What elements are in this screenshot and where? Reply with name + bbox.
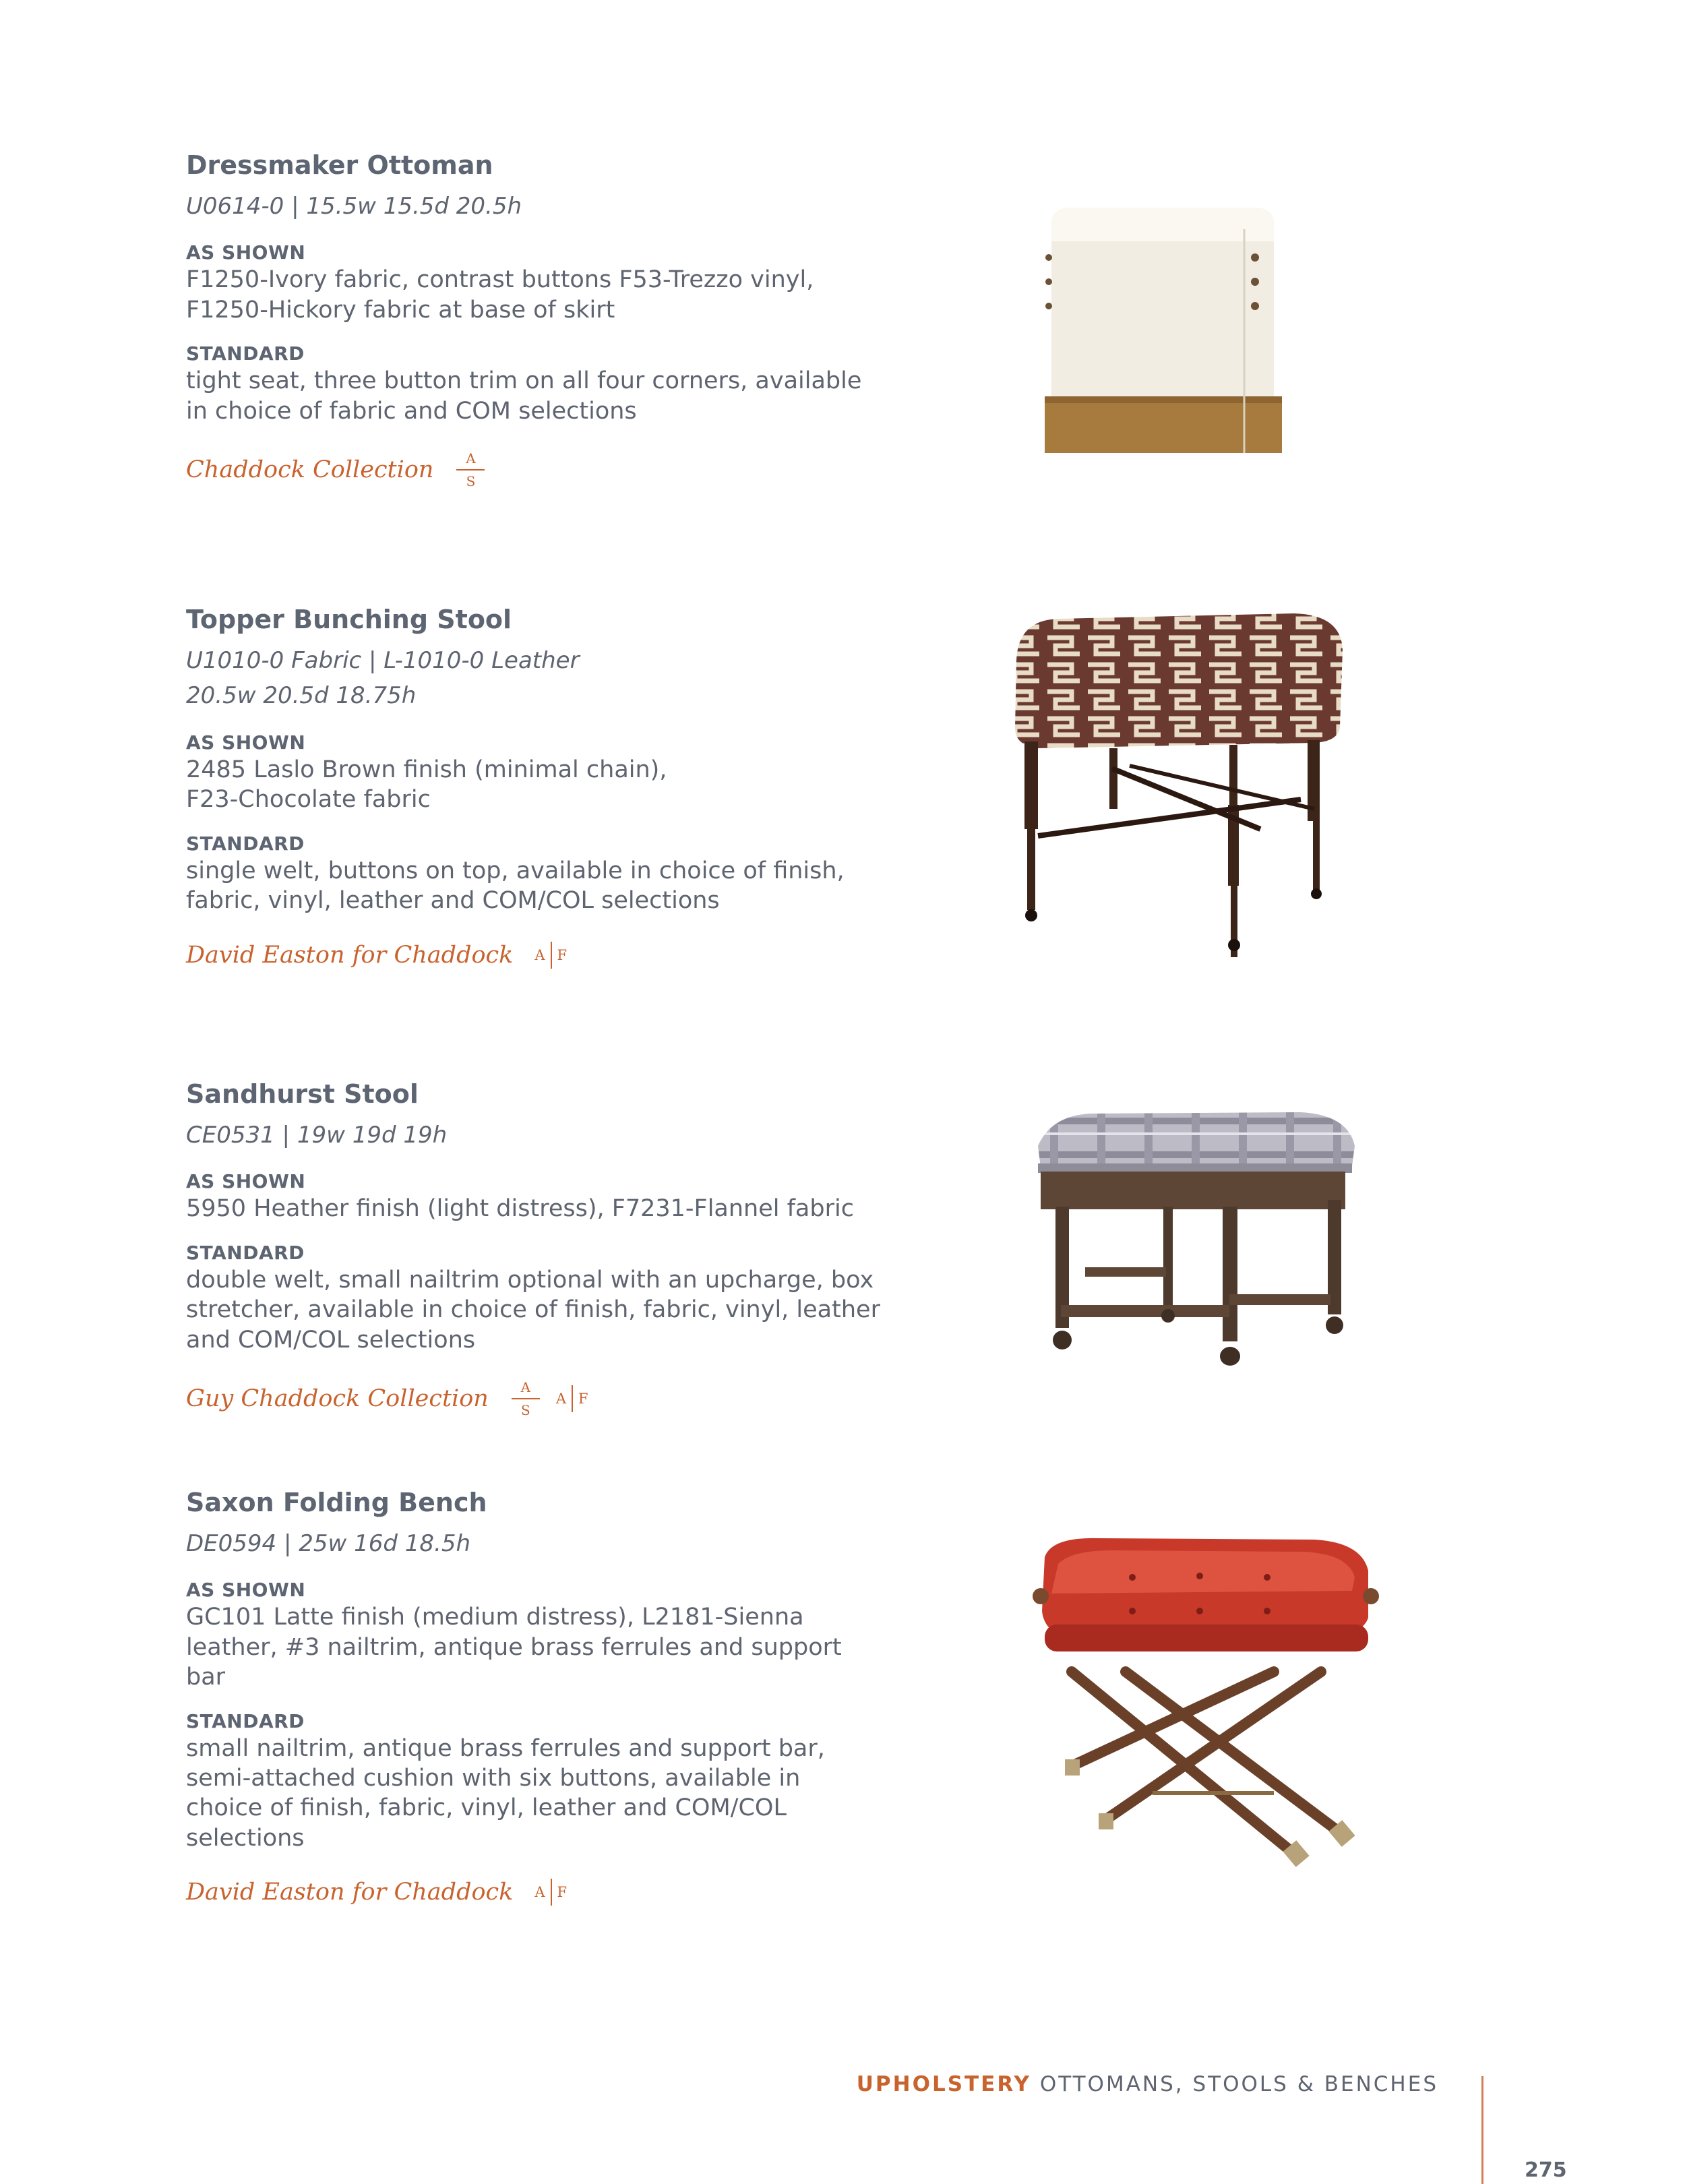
standard-text: small nailtrim, antique brass ferrules and support bar, (186, 1734, 825, 1762)
standard-label: STANDARD (186, 1709, 305, 1732)
as-shown-text: 5950 Heather finish (light distress), F7231-Flannel fabric (186, 1195, 854, 1223)
collection-name: David Easton for Chaddock (186, 1879, 514, 1906)
footer-divider (1481, 2076, 1483, 2184)
sandhurst-stool-photo (1031, 1105, 1361, 1402)
standard-text: semi-attached cushion with six buttons, available in (186, 1764, 801, 1792)
as-shown-text: bar (186, 1664, 226, 1691)
product-spec: CE0531 | 19w 19d 19h (186, 1121, 448, 1149)
standard-text: choice of finish, fabric, vinyl, leather and COM/COL (186, 1794, 787, 1822)
collection-name: David Easton for Chaddock (186, 941, 514, 969)
product-saxon-folding-bench (186, 1487, 900, 1906)
product-title: Saxon Folding Bench (186, 1488, 487, 1517)
standard-text: double welt, small nailtrim optional with an upcharge, box (186, 1266, 874, 1294)
collection-line (186, 942, 900, 969)
as-shown-label: AS SHOWN (186, 1579, 306, 1602)
standard-label: STANDARD (186, 832, 305, 855)
standard-text: tight seat, three button trim on all four corners, available (186, 367, 862, 395)
as-shown-label: AS SHOWN (186, 1170, 306, 1193)
standard-text: fabric, vinyl, leather and COM/COL selections (186, 887, 720, 915)
product-topper-bunching-stool (186, 604, 900, 969)
as-shown-text: 2485 Laslo Brown finish (minimal chain), (186, 756, 667, 783)
as-shown-text: F1250-Hickory fabric at base of skirt (186, 296, 615, 324)
as-shown-text: F23-Chocolate fabric (186, 786, 431, 814)
as-shown-text: leather, #3 nailtrim, antique brass ferrules and support (186, 1633, 842, 1661)
standard-text: in choice of fabric and COM selections (186, 397, 637, 425)
product-title: Dressmaker Ottoman (186, 150, 493, 180)
collection-name: Guy Chaddock Collection (186, 1385, 489, 1412)
standard-text: stretcher, available in choice of finish, fabric, vinyl, leather (186, 1296, 880, 1324)
standard-text: and COM/COL selections (186, 1326, 476, 1354)
collection-line (186, 1879, 900, 1906)
product-title: Topper Bunching Stool (186, 605, 512, 634)
product-spec: U0614-0 | 15.5w 15.5d 20.5h (186, 192, 522, 220)
collection-line (186, 1378, 900, 1418)
af-badge: A F (556, 1385, 588, 1412)
af-badge: A F (534, 1879, 567, 1906)
collection-line (186, 452, 900, 488)
as-badge: $\frac{A}{S}$ (512, 1381, 540, 1417)
product-dressmaker-ottoman (186, 150, 900, 488)
as-shown-label: AS SHOWN (186, 241, 306, 264)
footer-subsection: OTTOMANS, STOOLS & BENCHES (1039, 2072, 1438, 2096)
as-shown-text: GC101 Latte finish (medium distress), L2181-Sienna (186, 1604, 804, 1631)
as-badge: $\frac{A}{S}$ (456, 452, 485, 488)
product-spec: DE0594 | 25w 16d 18.5h (186, 1529, 471, 1557)
as-shown-text: F1250-Ivory fabric, contrast buttons F53-Trezzo vinyl, (186, 266, 814, 294)
product-sandhurst-stool (186, 1079, 900, 1417)
collection-name: Chaddock Collection (186, 456, 434, 483)
af-badge: A F (534, 942, 567, 969)
product-spec: 20.5w 20.5d 18.75h (186, 682, 417, 710)
topper-bunching-stool-photo (1004, 607, 1355, 957)
as-shown-label: AS SHOWN (186, 731, 306, 754)
standard-label: STANDARD (186, 1241, 305, 1264)
dressmaker-ottoman-photo (1031, 202, 1314, 465)
product-spec: U1010-0 Fabric | L-1010-0 Leather (186, 646, 580, 674)
standard-text: selections (186, 1824, 305, 1852)
section-footer (857, 2072, 1438, 2096)
page-number: 275 (1525, 2158, 1567, 2182)
footer-section: UPHOLSTERY (856, 2072, 1031, 2096)
standard-label: STANDARD (186, 342, 305, 365)
saxon-folding-bench-photo (1031, 1537, 1382, 1894)
standard-text: single welt, buttons on top, available in choice of finish, (186, 857, 845, 884)
product-title: Sandhurst Stool (186, 1079, 419, 1109)
